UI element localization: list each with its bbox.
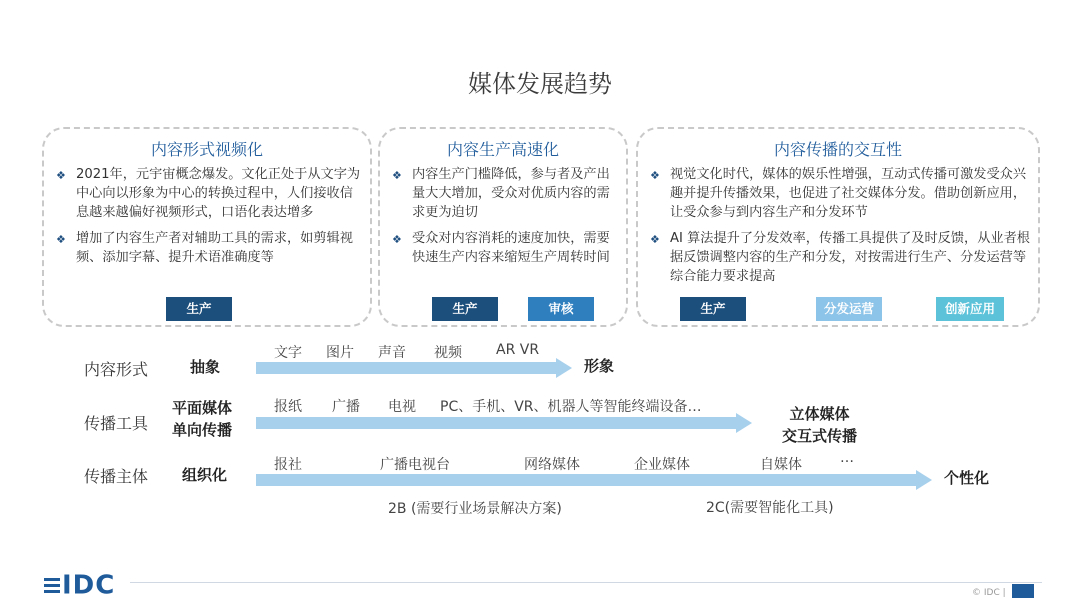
progress-arrow-shaft — [256, 417, 736, 429]
segment-2b-label: 2B (需要行业场景解决方案) — [388, 501, 562, 517]
arrow-head-icon — [736, 413, 752, 433]
diamond-bullet-icon: ❖ — [56, 233, 66, 246]
row-item: 广播电视台 — [380, 457, 450, 473]
arrow-head-icon — [556, 358, 572, 378]
diamond-bullet-icon: ❖ — [650, 169, 660, 182]
tag-production: 生产 — [166, 297, 232, 321]
bullet-list — [390, 165, 618, 274]
progress-arrow-shaft — [256, 362, 556, 374]
row-item: 广播 — [332, 399, 360, 415]
row-item: PC、手机、VR、机器人等智能终端设备… — [440, 399, 702, 415]
footer-divider — [130, 582, 1042, 583]
list-item: ❖ 视觉文化时代，媒体的娱乐性增强，互动式传播可激发受众兴趣并提升传播效果，也促进了社交媒体分发。借助创新应用，让受众参与到内容生产和分发环节 — [650, 167, 1027, 220]
diamond-bullet-icon: ❖ — [650, 233, 660, 246]
row-end-3d-media: 立体媒体 交互式传播 — [782, 405, 858, 445]
tag-production: 生产 — [432, 297, 498, 321]
segment-2c-label: 2C(需要智能化工具) — [706, 500, 834, 516]
logo-stripes-icon — [44, 578, 60, 593]
panel-title: 内容传播的交互性 — [773, 140, 902, 159]
row-item: 报社 — [274, 457, 302, 473]
bullet-list — [54, 165, 362, 274]
row-start-abstract: 抽象 — [190, 358, 221, 376]
row-item: 图片 — [326, 345, 354, 361]
panel-title: 内容生产高速化 — [446, 140, 559, 159]
diamond-bullet-icon: ❖ — [56, 169, 66, 182]
tag-distribution-ops: 分发运营 — [816, 297, 882, 321]
row-item: 视频 — [434, 345, 462, 361]
list-item: ❖ 增加了内容生产者对辅助工具的需求，如剪辑视频、添加字幕、提升术语准确度等 — [56, 231, 353, 265]
arrow-head-icon — [916, 470, 932, 490]
panel-video-content — [42, 127, 372, 327]
row-item: 声音 — [378, 345, 406, 361]
row-start-organized: 组织化 — [182, 466, 228, 484]
tag-review: 审核 — [528, 297, 594, 321]
panel-fast-production — [378, 127, 628, 327]
panel-interactive-distribution — [636, 127, 1040, 327]
diamond-bullet-icon: ❖ — [392, 169, 402, 182]
row-label-subject: 传播主体 — [84, 467, 149, 486]
row-item: … — [840, 450, 854, 466]
row-item: 自媒体 — [760, 457, 802, 473]
row-label-tools: 传播工具 — [84, 414, 149, 433]
page-title: 媒体发展趋势 — [468, 70, 612, 98]
diamond-bullet-icon: ❖ — [392, 233, 402, 246]
panel-title: 内容形式视频化 — [150, 140, 263, 159]
row-end-personalized: 个性化 — [944, 469, 990, 487]
list-item: ❖ AI 算法提升了分发效率，传播工具提供了及时反馈，从业者根据反馈调整内容的生产和分发，对按需进行生产、分发运营等综合能力要求提高 — [650, 231, 1030, 284]
list-item: ❖ 2021年，元宇宙概念爆发。文化正处于从文字为中心向以形象为中心的转换过程中，人们接收信息越来越偏好视频形式，口语化表达增多 — [56, 167, 361, 220]
row-item: 企业媒体 — [634, 457, 690, 473]
row-start-print-media: 平面媒体 单向传播 — [172, 399, 233, 439]
tag-innovation-app: 创新应用 — [936, 297, 1004, 321]
copyright-text: © IDC | — [972, 588, 1006, 598]
page-indicator — [1012, 584, 1034, 598]
row-label-content-form: 内容形式 — [84, 360, 149, 379]
row-item: 文字 — [274, 345, 302, 361]
progress-arrow-shaft — [256, 474, 916, 486]
row-item: 网络媒体 — [524, 457, 580, 473]
row-item: 电视 — [388, 399, 416, 415]
row-item: AR VR — [496, 342, 540, 358]
row-item: 报纸 — [274, 399, 302, 415]
list-item: ❖ 受众对内容消耗的速度加快，需要快速生产内容来缩短生产周转时间 — [392, 231, 610, 265]
idc-logo: IDC — [44, 570, 115, 601]
tag-production: 生产 — [680, 297, 746, 321]
row-end-concrete: 形象 — [584, 357, 615, 375]
list-item: ❖ 内容生产门槛降低，参与者及产出量大大增加，受众对优质内容的需求更为迫切 — [392, 167, 610, 220]
bullet-list — [648, 165, 1030, 293]
